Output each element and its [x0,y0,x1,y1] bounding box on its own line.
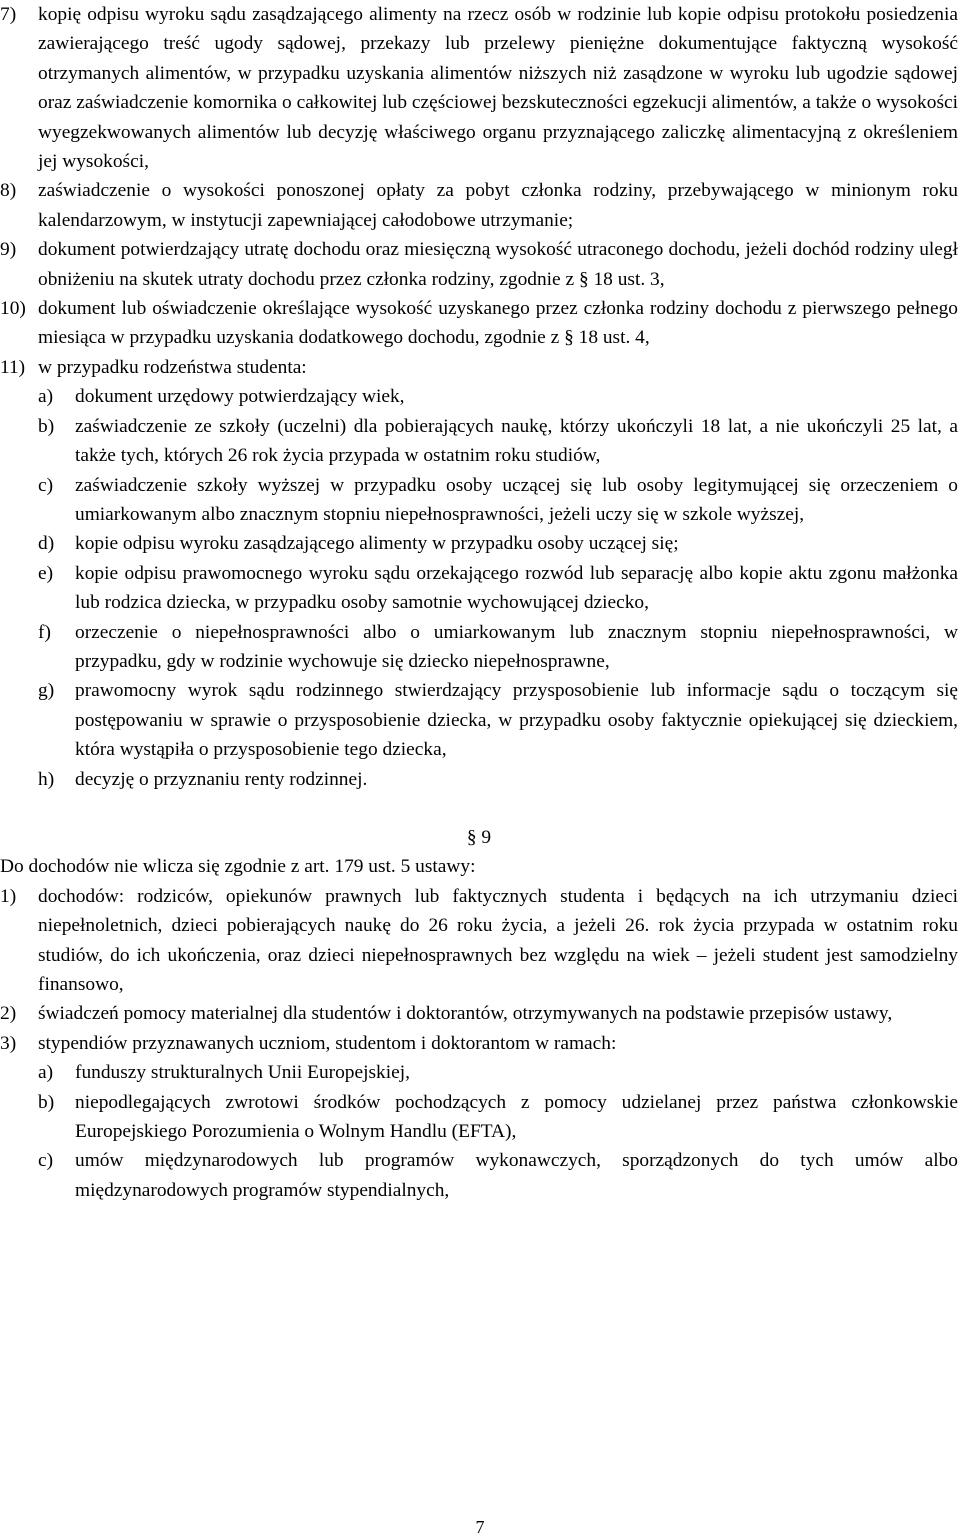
sub-item-letter: h) [38,768,55,790]
item-text: dokument lub oświadczenie określające wysokość uzyskanego przez członka rodziny dochodu z pierwszego pełnego miesiąca w przypadku uzyskania dodatkowego dochodu, zgodnie z § 18 ust. 4, [38,298,958,349]
sub-item-a [0,1058,958,1087]
sub-item-letter: b) [38,1091,55,1113]
section-intro: Do dochodów nie wlicza się zgodnie z art. 179 ust. 5 ustawy: [0,856,476,878]
sub-item-text: dokument urzędowy potwierdzający wiek, [75,386,405,408]
item-text: w przypadku rodzeństwa studenta: [38,356,307,378]
sub-item-h [0,765,958,794]
section-spacer [0,794,958,823]
sub-item-f [0,618,958,677]
sub-item-letter: c) [38,474,54,496]
item-number: 3) [0,1032,17,1054]
list-item-2 [0,999,958,1028]
section-title: § 9 [466,826,492,848]
sub-item-e [0,559,958,618]
item-text: zaświadczenie o wysokości ponoszonej opłaty za pobyt członka rodziny, przebywającego w minionym roku kalendarzowym, w instytucji zapewniającej całodobowe utrzymanie; [38,180,958,231]
sub-item-b [0,1088,958,1147]
sub-item-text: niepodlegających zwrotowi środków pochodzących z pomocy udzielanej przez państwa członkowskie Europejskiego Porozumienia o Wolnym Handlu (EFTA), [75,1091,958,1143]
sub-item-letter: a) [38,1062,54,1084]
item-text: świadczeń pomocy materialnej dla studentów i doktorantów, otrzymywanych na podstawie przepisów ustawy, [38,1003,893,1025]
list-item-7 [0,0,958,176]
sub-item-text: zaświadczenie szkoły wyższej w przypadku osoby uczącej się lub osoby legitymującej się orzeczeniem o umiarkowanym albo znacznym stopniu niepełnosprawności, jeżeli uczy się w szkole wyższej, [75,474,958,525]
sub-item-b [0,412,958,471]
item-text: kopię odpisu wyroku sądu zasądzającego alimenty na rzecz osób w rodzinie lub kopie odpisu protokołu posiedzenia zawierającego treść ugody sądowej, przekazy lub przelewy pieniężne dokumentujące faktyczną wysokość otrzymanych alimentów, w przypadku uzyskania alimentów niższych niż zasądzone w wyroku lub ugodzie sądowej oraz zaświadczenie komornika o całkowitej lub częściowej bezskuteczności egzekucji alimentów, a także o wysokości wyegzekwowanych alimentów lub decyzję właściwego organu przyznającego zaliczkę alimentacyjną z określeniem jej wysokości, [38,4,958,173]
item-number: 9) [0,239,17,261]
sub-item-letter: b) [38,415,55,437]
item-number: 10) [0,298,26,320]
item-number: 7) [0,4,17,25]
list-item-11 [0,353,958,382]
list-item-9 [0,235,958,294]
sub-item-letter: c) [38,1150,54,1172]
sub-item-text: kopie odpisu wyroku zasądzającego alimenty w przypadku osoby uczącej się; [75,533,679,555]
list-item-10 [0,294,958,353]
item-number: 1) [0,885,17,907]
list-item-3 [0,1029,958,1058]
item-text: dochodów: rodziców, opiekunów prawnych lub faktycznych studenta i będących na ich utrzymaniu dzieci niepełnoletnich, dzieci pobierających naukę do 26 roku życia, a jeżeli 26. rok życia przypada w ostatnim roku studiów, do ich ukończenia, oraz dzieci niepełnosprawnych bez względu na wiek – jeżeli student jest samodzielny finansowo, [38,885,958,995]
sub-item-d [0,529,958,558]
list-item-8 [0,176,958,235]
item-text: dokument potwierdzający utratę dochodu oraz miesięczną wysokość utraconego dochodu, jeżeli dochód rodziny uległ obniżeniu na skutek utraty dochodu przez członka rodziny, zgodnie z § 18 ust. 3, [38,239,958,290]
sub-item-letter: g) [38,680,55,702]
sub-item-letter: d) [38,533,55,555]
sub-item-letter: f) [38,621,51,643]
sub-item-c [0,1146,958,1205]
sub-item-text: zaświadczenie ze szkoły (uczelni) dla pobierających naukę, którzy ukończyli 18 lat, a nie ukończyli 25 lat, a także tych, których 26 rok życia przypada w ostatnim roku studiów, [75,415,958,467]
sub-item-text: funduszy strukturalnych Unii Europejskiej, [75,1062,410,1084]
sub-item-a [0,382,958,411]
page-number: 7 [475,1517,485,1537]
item-number: 8) [0,180,17,202]
sub-item-letter: e) [38,562,54,584]
item-number: 11) [0,356,26,378]
item-text: stypendiów przyznawanych uczniom, studentom i doktorantom w ramach: [38,1032,617,1054]
sub-item-c [0,471,958,530]
sub-item-text: umów międzynarodowych lub programów wykonawczych, sporządzonych do tych umów albo międzynarodowych programów stypendialnych, [75,1150,958,1201]
sub-item-text: prawomocny wyrok sądu rodzinnego stwierdzający przysposobienie lub informacje sądu o toczącym się postępowaniu w sprawie o przysposobienie dziecka, w przypadku osoby faktycznie opiekującej się dzieckiem, która wystąpiła o przysposobienie tego dziecka, [75,680,958,761]
sub-item-text: decyzję o przyznaniu renty rodzinnej. [75,768,368,790]
sub-item-text: kopie odpisu prawomocnego wyroku sądu orzekającego rozwód lub separację albo kopie aktu zgonu małżonka lub rodzica dziecka, w przypadku osoby samotnie wychowującej dziecko, [75,562,958,614]
sub-item-text: orzeczenie o niepełnosprawności albo o umiarkowanym lub znacznym stopniu niepełnosprawności, w przypadku, gdy w rodzinie wychowuje się dziecko niepełnosprawne, [75,621,958,672]
list-item-1 [0,882,958,1000]
sub-item-letter: a) [38,386,54,408]
sub-item-g [0,676,958,764]
item-number: 2) [0,1003,17,1025]
